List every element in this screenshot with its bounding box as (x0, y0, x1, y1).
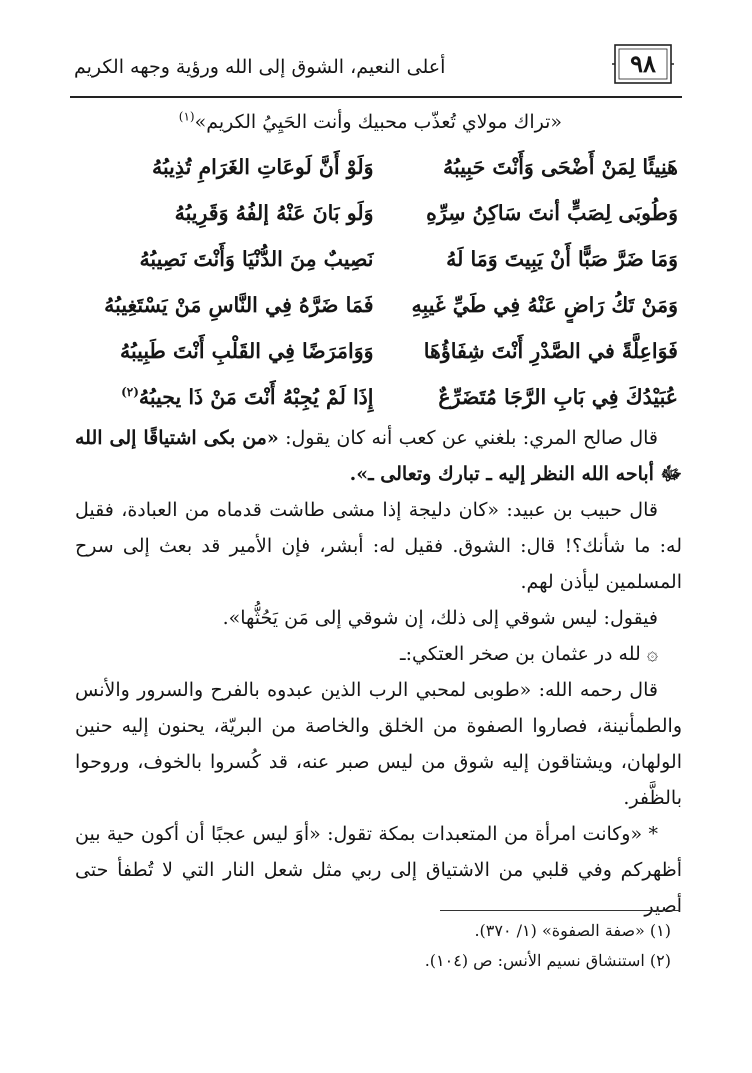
poem-verse (75, 328, 682, 374)
main-text (75, 104, 682, 924)
footnotes (75, 916, 675, 976)
paragraph-othman-heading: ۞ لله در عثمان بن صخر العتكي:ـ (400, 643, 658, 665)
paragraph-habib-reply: فيقول: ليس شوقي إلى ذلك، إن شوقي إلى مَن يَحُثُّها». (222, 607, 658, 629)
footnote-ref-1: (١) (178, 109, 195, 124)
verse-second-half: فَمَا ضَرَّهُ فِي النَّاسِ مَنْ يَسْتَغِيبُهُ (104, 293, 374, 317)
poem (75, 144, 682, 420)
verse-second-half: وَلَو بَانَ عَنْهُ إلفُهُ وَقَرِيبُهُ (174, 201, 374, 225)
verse-second-half: وَلَوْ أَنَّ لَوعَاتِ الغَرَامِ تُذِيبُهُ (151, 155, 374, 179)
poem-verse (75, 374, 682, 420)
paragraph-habib: قال حبيب بن عبيد: «كان دليجة إذا مشى طاشت قدماه من العبادة، فقيل له: ما شأنك؟! قال: الشوق. فقيل له: أبشر، فإن الأمير قد بعث إلى سرح المسلمين ليأذن لهم. (75, 499, 682, 593)
footnote-divider (440, 910, 680, 911)
verse-first-half: وَطُوبَى لِصَبٍّ أنتَ سَاكِنُ سِرِّهِ (426, 201, 678, 225)
paragraph-makkah-woman: * «وكانت امرأة من المتعبدات بمكة تقول: «أوَ ليس عجبًا أن أكون حية بين أظهركم وفي قلبي من الاشتياق إلى ربي مثل شعل النار التي لا تُطفأ حتى أصير (75, 823, 682, 917)
poem-verse (75, 282, 682, 328)
paragraph-kaab-intro: قال صالح المري: بلغني عن كعب أنه كان يقول: (278, 427, 658, 449)
paragraph-kaab (75, 420, 682, 492)
page-header (70, 36, 682, 98)
opening-quote (75, 104, 682, 140)
opening-quote-text: «تراك مولاي تُعذّب محبيك وأنت الحَيِيُ الكريم» (194, 111, 562, 133)
page-number-frame (612, 42, 674, 86)
verse-first-half: وَمَا ضَرَّ صَبًّا أَنْ يَبِيتَ وَمَا لَهُ (446, 247, 678, 271)
verse-second-half-text: إِذَا لَمْ يُجِبْهُ أَنْتَ مَنْ ذَا يجيبُهُ (138, 385, 374, 409)
poem-verse (75, 236, 682, 282)
verse-second-half: نَصِيبٌ مِنَ الدُّنْيَا وَأَنْتَ نَصِيبُهُ (139, 247, 374, 271)
verse-second-half: وَوَامَرَضًا فِي القَلْبِ أَنْتَ طَبِيبُهُ (120, 339, 374, 363)
footnote-1: (١) «صفة الصفوة» (١/ ٣٧٠). (474, 921, 671, 940)
verse-first-half: عُبَيْدُكَ فِي بَابِ الرَّجَا مُتَضَرِّعٌ (438, 385, 678, 409)
page-number: ٩٨ (630, 49, 656, 78)
footnote-ref-2: (٢) (121, 385, 139, 400)
verse-first-half: هَنِيئًا لِمَنْ أَضْحَى وَأَنْتَ حَبِيبُهُ (443, 155, 678, 179)
verse-first-half: وَمَنْ تَكُ رَاضٍ عَنْهُ فِي طَيِّ غَيبِهِ (411, 293, 678, 317)
running-title: أعلى النعيم، الشوق إلى الله ورؤية وجهه الكريم (74, 56, 446, 78)
poem-verse (75, 144, 682, 190)
paragraph-kaab-quote: «من بكى اشتياقًا إلى الله ﷻ أباحه الله النظر إليه ـ تبارك وتعالى ـ». (75, 427, 682, 485)
paragraph-othman-quote: قال رحمه الله: «طوبى لمحبي الرب الذين عبدوه بالفرح والسرور والأنس والطمأنينة، فصاروا الصفوة من الخلق والخاصة من البريّة، يحنون إليه حنين الولهان، ويشتاقون إليه شوق من ليس صبر عنه، قد كُسروا بالخوف، وروحوا بالظَّفر. (75, 679, 682, 809)
footnote-2: (٢) استنشاق نسيم الأنس: ص (١٠٤). (424, 951, 671, 970)
verse-second-half (75, 379, 380, 415)
verse-first-half: فَوَاعِلَّةً في الصَّدْرِ أَنْتَ شِفَاؤُهَا (423, 339, 678, 363)
poem-verse (75, 190, 682, 236)
